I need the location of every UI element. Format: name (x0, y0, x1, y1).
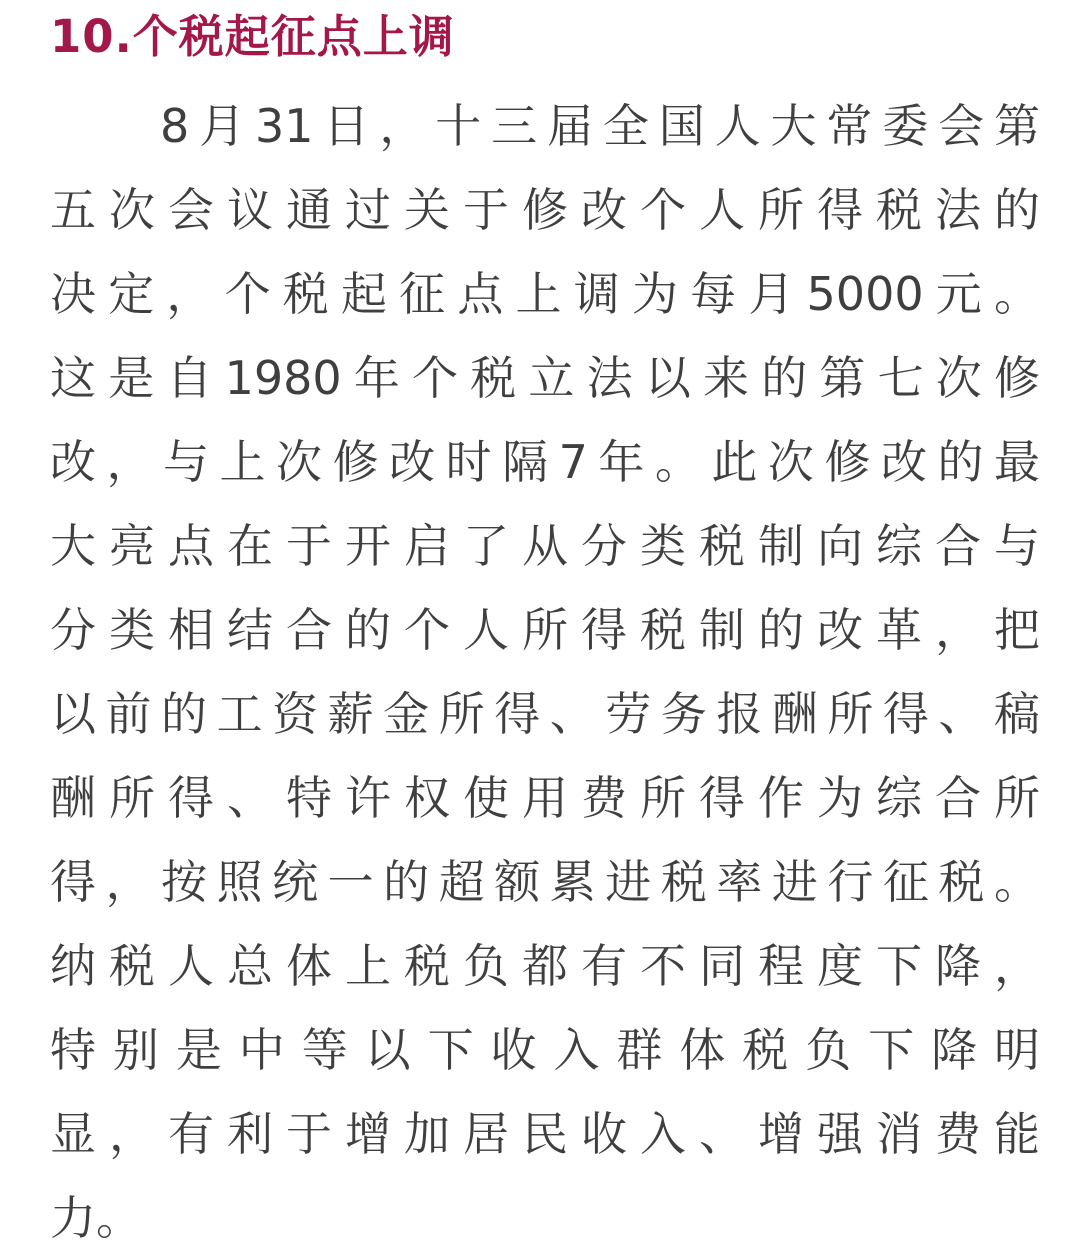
paragraph-line: 大亮点在于开启了从分类税制向综合与 (50, 519, 1040, 573)
section-heading: 10.个税起征点上调 (50, 10, 455, 63)
paragraph-line: 分类相结合的个人所得税制的改革，把 (50, 603, 1040, 657)
paragraph-line: 特别是中等以下收入群体税负下降明 (50, 1023, 1040, 1077)
paragraph-line: 改，与上次修改时隔7年。此次修改的最 (50, 435, 1040, 489)
paragraph-line: 这是自1980年个税立法以来的第七次修 (50, 351, 1040, 405)
paragraph-line: 五次会议通过关于修改个人所得税法的 (50, 183, 1040, 237)
paragraph-line: 8月31日，十三届全国人大常委会第 (160, 99, 1040, 153)
article-paragraph (50, 84, 1040, 1260)
paragraph-line: 显，有利于增加居民收入、增强消费能 (50, 1107, 1040, 1161)
paragraph-line: 得，按照统一的超额累进税率进行征税。 (50, 855, 1040, 909)
paragraph-line: 纳税人总体上税负都有不同程度下降， (50, 939, 1040, 993)
paragraph-line: 决定，个税起征点上调为每月5000元。 (50, 267, 1040, 321)
paragraph-line: 酬所得、特许权使用费所得作为综合所 (50, 771, 1040, 825)
paragraph-line: 力。 (50, 1191, 142, 1245)
paragraph-line: 以前的工资薪金所得、劳务报酬所得、稿 (50, 687, 1040, 741)
